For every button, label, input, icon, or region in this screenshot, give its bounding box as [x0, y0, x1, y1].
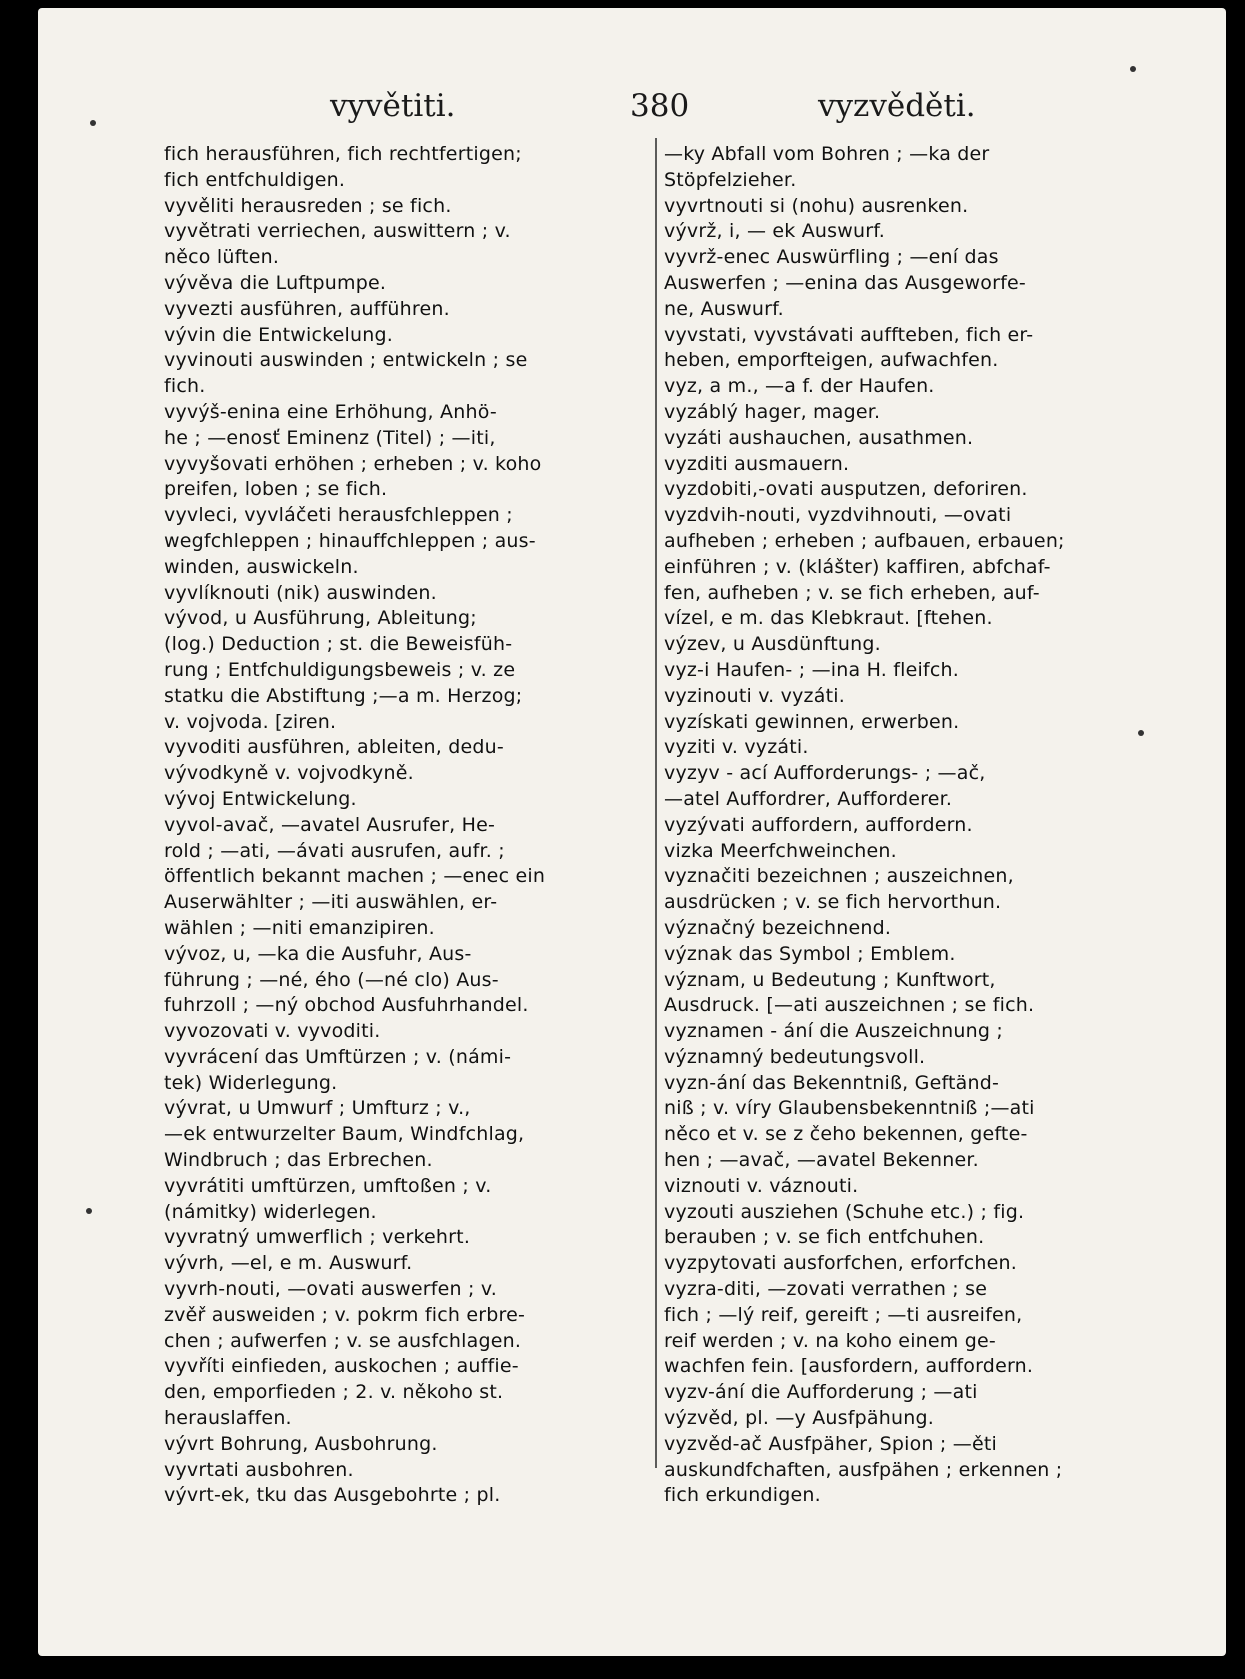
dictionary-line: heben, emporfteigen, aufwachfen.: [664, 349, 999, 372]
dictionary-line: (námitky) widerlegen.: [164, 1200, 377, 1223]
dictionary-line: Ausdruck. [—ati auszeichnen ; se fich.: [664, 994, 1035, 1017]
dictionary-line: vyvoditi ausführen, ableiten, dedu-: [164, 736, 504, 759]
dictionary-line: vyvozovati v. vyvoditi.: [164, 1020, 381, 1043]
dictionary-line: Windbruch ; das Erbrechen.: [164, 1149, 433, 1172]
dictionary-line: vývěva die Luftpumpe.: [164, 271, 387, 294]
dictionary-line: hen ; —avač, —avatel Bekenner.: [664, 1149, 979, 1172]
dictionary-line: vyzývati auffordern, auffordern.: [664, 813, 973, 836]
right-column: [664, 142, 1158, 1509]
dictionary-line: fich erkundigen.: [664, 1484, 821, 1507]
dictionary-line: vývoj Entwickelung.: [164, 787, 357, 810]
print-speck: [90, 120, 96, 126]
dictionary-line: vyvinouti auswinden ; entwickeln ; se: [164, 349, 528, 372]
dictionary-line: vyzískati gewinnen, erwerben.: [664, 710, 960, 733]
dictionary-line: den, emporfieden ; 2. v. někoho st.: [164, 1381, 504, 1404]
dictionary-line: reif werden ; v. na koho einem ge-: [664, 1329, 996, 1352]
dictionary-line: vízel, e m. das Klebkraut. [ftehen.: [664, 607, 993, 630]
dictionary-line: vyvezti ausführen, aufführen.: [164, 297, 450, 320]
dictionary-line: zvěř ausweiden ; v. pokrm fich erbre-: [164, 1303, 526, 1326]
dictionary-line: vyznačiti bezeichnen ; auszeichnen,: [664, 865, 1014, 888]
dictionary-line: vizka Meerfchweinchen.: [664, 839, 897, 862]
dictionary-line: vyz-i Haufen- ; —ina H. fleifch.: [664, 658, 959, 681]
dictionary-line: Auswerfen ; —enina das Ausgeworfe-: [664, 271, 1026, 294]
left-column: [164, 142, 652, 1509]
dictionary-line: vyvlíknouti (nik) auswinden.: [164, 581, 437, 604]
dictionary-line: význak das Symbol ; Emblem.: [664, 942, 956, 965]
dictionary-line: vyvrž-enec Auswürfling ; —ení das: [664, 246, 999, 269]
dictionary-line: chen ; aufwerfen ; v. se ausfchlagen.: [164, 1329, 522, 1352]
dictionary-line: vyzpytovati ausforfchen, erforfchen.: [664, 1252, 1017, 1275]
dictionary-line: v. vojvoda. [ziren.: [164, 710, 337, 733]
dictionary-line: fuhrzoll ; —ný obchod Ausfuhrhandel.: [164, 994, 529, 1017]
dictionary-line: statku die Abstiftung ;—a m. Herzog;: [164, 684, 523, 707]
dictionary-line: rung ; Entfchuldigungsbeweis ; v. ze: [164, 658, 516, 681]
dictionary-line: vývrh, —el, e m. Auswurf.: [164, 1252, 413, 1275]
dictionary-line: Auserwählter ; —iti auswählen, er-: [164, 891, 498, 914]
page-number: 380: [630, 88, 690, 124]
dictionary-line: he ; —enosť Eminenz (Titel) ; —iti,: [164, 426, 496, 449]
print-speck: [1130, 66, 1136, 72]
dictionary-line: vývrat, u Umwurf ; Umfturz ; v.,: [164, 1097, 471, 1120]
dictionary-line: význačný bezeichnend.: [664, 916, 892, 939]
dictionary-line: vyvrátiti umftürzen, umftoßen ; v.: [164, 1174, 492, 1197]
dictionary-line: wegfchleppen ; hinauffchleppen ; aus-: [164, 529, 536, 552]
dictionary-line: vyvrtati ausbohren.: [164, 1458, 354, 1481]
dictionary-line: niß ; v. víry Glaubensbekenntniß ;—ati: [664, 1097, 1035, 1120]
dictionary-line: vyzn-ání das Bekenntniß, Geftänd-: [664, 1071, 1000, 1094]
dictionary-line: —ek entwurzelter Baum, Windfchlag,: [164, 1123, 525, 1146]
dictionary-line: vyzv-ání die Aufforderung ; —ati: [664, 1381, 978, 1404]
dictionary-line: vývrt-ek, tku das Ausgebohrte ; pl.: [164, 1484, 501, 1507]
dictionary-line: vyzáblý hager, mager.: [664, 400, 881, 423]
dictionary-line: vyzouti ausziehen (Schuhe etc.) ; fig.: [664, 1200, 1025, 1223]
dictionary-line: vyzvěd-ač Ausfpäher, Spion ; —ěti: [664, 1432, 997, 1455]
dictionary-line: fich herausführen, fich rechtfertigen;: [164, 143, 522, 165]
dictionary-line: vyvstati, vyvstávati auffteben, fich er-: [664, 323, 1034, 346]
dictionary-line: vyzáti aushauchen, ausathmen.: [664, 426, 974, 449]
dictionary-line: preifen, loben ; se fich.: [164, 478, 388, 501]
dictionary-line: winden, auswickeln.: [164, 555, 359, 578]
dictionary-line: fich.: [164, 375, 206, 398]
dictionary-line: vyvrtnouti si (nohu) ausrenken.: [664, 194, 969, 217]
column-divider: [655, 138, 657, 1468]
dictionary-line: vývrt Bohrung, Ausbohrung.: [164, 1432, 438, 1455]
dictionary-line: vývodkyně v. vojvodkyně.: [164, 762, 414, 785]
dictionary-line: wachfen fein. [ausfordern, auffordern.: [664, 1355, 1034, 1378]
dictionary-line: vyvýš-enina eine Erhöhung, Anhö-: [164, 400, 497, 423]
dictionary-line: führung ; —né, ého (—né clo) Aus-: [164, 968, 499, 991]
dictionary-line: fich ; —lý reif, gereift ; —ti ausreifen,: [664, 1303, 1023, 1326]
dictionary-line: vývoz, u, —ka die Ausfuhr, Aus-: [164, 942, 472, 965]
dictionary-line: významný bedeutungsvoll.: [664, 1045, 926, 1068]
dictionary-line: tek) Widerlegung.: [164, 1071, 338, 1094]
dictionary-line: auskundfchaften, ausfpähen ; erkennen ;: [664, 1458, 1063, 1481]
dictionary-line: —ky Abfall vom Bohren ; —ka der: [664, 143, 990, 165]
print-speck: [1138, 730, 1144, 736]
dictionary-line: ausdrücken ; v. se fich hervorthun.: [664, 891, 1002, 914]
dictionary-line: Stöpfelzieher.: [664, 168, 797, 191]
dictionary-line: vyzyv - ací Aufforderungs- ; —ač,: [664, 762, 986, 785]
dictionary-line: —atel Auffordrer, Aufforderer.: [664, 787, 953, 810]
dictionary-line: vývin die Entwickelung.: [164, 323, 394, 346]
dictionary-line: ne, Auswurf.: [664, 297, 784, 320]
dictionary-line: vývrž, i, — ek Auswurf.: [664, 220, 886, 243]
dictionary-line: viznouti v. váznouti.: [664, 1174, 859, 1197]
dictionary-line: vyzdobiti,-ovati ausputzen, deforiren.: [664, 478, 1028, 501]
dictionary-line: vyzdvih-nouti, vyzdvihnouti, —ovati: [664, 504, 1012, 527]
dictionary-line: něco et v. se z čeho bekennen, gefte-: [664, 1123, 1028, 1146]
dictionary-line: wählen ; —niti emanzipiren.: [164, 916, 435, 939]
dictionary-line: vyziti v. vyzáti.: [664, 736, 809, 759]
dictionary-line: berauben ; v. se fich entfchuhen.: [664, 1226, 985, 1249]
dictionary-line: vyvětrati verriechen, auswittern ; v.: [164, 220, 511, 243]
dictionary-line: výzvěd, pl. —y Ausfpähung.: [664, 1407, 934, 1430]
dictionary-line: význam, u Bedeutung ; Kunftwort,: [664, 968, 996, 991]
dictionary-line: aufheben ; erheben ; aufbauen, erbauen;: [664, 529, 1065, 552]
dictionary-line: vyvyšovati erhöhen ; erheben ; v. koho: [164, 452, 542, 475]
dictionary-line: vyvěliti herausreden ; se fich.: [164, 194, 452, 217]
dictionary-line: vyvrácení das Umftürzen ; v. (námi-: [164, 1045, 512, 1068]
dictionary-line: vyvříti einfieden, auskochen ; auffie-: [164, 1355, 519, 1378]
dictionary-line: vyzra-diti, —zovati verrathen ; se: [664, 1278, 988, 1301]
left-headword: vyvětiti.: [330, 88, 456, 124]
dictionary-line: vyzinouti v. vyzáti.: [664, 684, 845, 707]
print-speck: [86, 1208, 92, 1214]
dictionary-line: einführen ; v. (klášter) kaffiren, abfchaf-: [664, 555, 1051, 578]
dictionary-line: vývod, u Ausführung, Ableitung;: [164, 607, 477, 630]
dictionary-line: öffentlich bekannt machen ; —enec ein: [164, 865, 546, 888]
dictionary-line: vyvrh-nouti, —ovati auswerfen ; v.: [164, 1278, 498, 1301]
dictionary-line: vyznamen - ání die Auszeichnung ;: [664, 1020, 1003, 1043]
dictionary-line: vyvleci, vyvláčeti herausfchleppen ;: [164, 504, 513, 527]
dictionary-line: rold ; —ati, —ávati ausrufen, aufr. ;: [164, 839, 505, 862]
page-header: [38, 88, 1226, 132]
dictionary-page: [38, 8, 1226, 1656]
dictionary-line: vyz, a m., —a f. der Haufen.: [664, 375, 935, 398]
right-headword: vyzvěděti.: [818, 88, 976, 124]
dictionary-line: fen, aufheben ; v. se fich erheben, auf-: [664, 581, 1040, 604]
dictionary-line: výzev, u Ausdünftung.: [664, 633, 881, 656]
dictionary-line: fich entfchuldigen.: [164, 168, 346, 191]
dictionary-line: vyzditi ausmauern.: [664, 452, 850, 475]
dictionary-line: něco lüften.: [164, 246, 280, 269]
dictionary-line: (log.) Deduction ; st. die Beweisfüh-: [164, 633, 513, 656]
dictionary-line: vyvol-avač, —avatel Ausrufer, He-: [164, 813, 496, 836]
dictionary-line: herauslaffen.: [164, 1407, 292, 1430]
dictionary-line: vyvratný umwerflich ; verkehrt.: [164, 1226, 471, 1249]
